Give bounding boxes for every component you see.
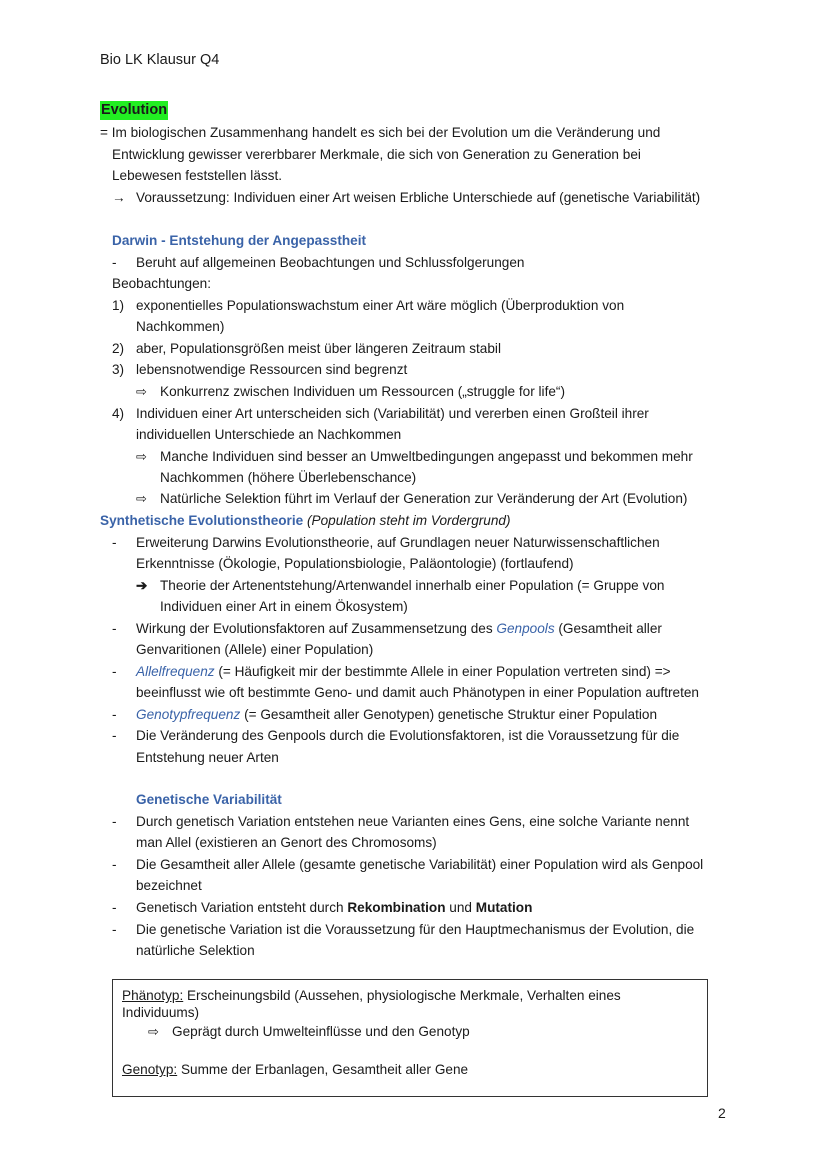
synthetic-bullet-2-line-b: Genvaritionen (Allele) einer Population): [136, 642, 374, 657]
bullet-dash: -: [112, 621, 117, 636]
synthetic-bullet-4: [136, 705, 657, 725]
definition-line-1: = Im biologischen Zusammenhang handelt es sich bei der Evolution um die Veränderung und: [100, 125, 661, 140]
phaenotyp-line-b: Individuums): [122, 1005, 200, 1020]
page-number: 2: [718, 1105, 726, 1121]
synthetic-heading-row: [100, 511, 511, 531]
synthetic-bullet-1-line-a: Erweiterung Darwins Evolutionstheorie, auf Grundlagen neuer Naturwissenschaftlichen: [136, 535, 660, 550]
darwin-item-4-line-b: individuellen Unterschiede an Nachkommen: [136, 427, 402, 442]
variability-bullet-3: [136, 898, 532, 918]
outline-arrow-icon: ⇨: [136, 449, 147, 464]
term-rekombination: Rekombination: [347, 900, 446, 915]
darwin-item-4-arrow-2: Natürliche Selektion führt im Verlauf der Generation zur Veränderung der Art (Evolution): [160, 491, 688, 506]
variability-bullet-2-line-b: bezeichnet: [136, 878, 202, 893]
bullet-dash: -: [112, 814, 117, 829]
text-span: Erscheinungsbild (Aussehen, physiologische Merkmale, Verhalten eines: [183, 988, 621, 1003]
bullet-dash: -: [112, 922, 117, 937]
phaenotyp-arrow: Geprägt durch Umwelteinflüsse und den Genotyp: [172, 1024, 470, 1039]
text-span: (= Gesamtheit aller Genotypen) genetische Struktur einer Population: [240, 707, 658, 722]
list-number-3: 3): [112, 362, 125, 377]
genotyp-label: Genotyp:: [122, 1062, 178, 1077]
darwin-item-4-arrow-1-line-b: Nachkommen (höhere Überlebenschance): [160, 470, 417, 485]
synthetic-bullet-1-line-b: Erkenntnisse (Ökologie, Populationsbiologie, Paläontologie) (fortlaufend): [136, 556, 574, 571]
list-number-1: 1): [112, 298, 125, 313]
genotyp-line: [122, 1060, 468, 1080]
text-span: Summe der Erbanlagen, Gesamtheit aller Gene: [177, 1062, 469, 1077]
section-title-evolution: Evolution: [101, 102, 168, 118]
darwin-item-2: aber, Populationsgrößen meist über längeren Zeitraum stabil: [136, 341, 501, 356]
text-span: (Gesamtheit aller: [554, 621, 662, 636]
bullet-dash: -: [112, 900, 117, 915]
synthetic-bullet-3-line-a: [136, 662, 671, 682]
synthetic-heading: Synthetische Evolutionstheorie: [100, 513, 304, 528]
bullet-dash: -: [112, 707, 117, 722]
variability-bullet-1-line-a: Durch genetisch Variation entstehen neue Varianten eines Gens, eine solche Variante nennt: [136, 814, 690, 829]
definition-line-3: Lebewesen feststellen lässt.: [112, 168, 283, 183]
darwin-item-4-line-a: Individuen einer Art unterscheiden sich (Variabilität) und vererben einen Großteil ihrer: [136, 406, 649, 421]
bullet-dash: -: [112, 664, 117, 679]
text-span: Genetisch Variation entsteht durch: [136, 900, 348, 915]
darwin-item-1-line-b: Nachkommen): [136, 319, 225, 334]
synthetic-heading-note: (Population steht im Vordergrund): [306, 513, 511, 528]
document-header: Bio LK Klausur Q4: [100, 52, 220, 68]
variability-heading: Genetische Variabilität: [136, 792, 282, 807]
synthetic-bullet-3-line-b: beeinflusst wie oft bestimmte Geno- und damit auch Phänotypen in einer Population auftreten: [136, 685, 699, 700]
variability-bullet-4-line-a: Die genetische Variation ist die Voraussetzung für den Hauptmechanismus der Evolution, die: [136, 922, 695, 937]
darwin-heading: Darwin - Entstehung der Angepasstheit: [112, 233, 367, 248]
darwin-bullet-1: Beruht auf allgemeinen Beobachtungen und Schlussfolgerungen: [136, 255, 525, 270]
arrow-icon: →: [112, 190, 126, 205]
term-genotypfrequenz: Genotypfrequenz: [136, 707, 241, 722]
bullet-dash: -: [112, 535, 117, 550]
darwin-item-3: lebensnotwendige Ressourcen sind begrenzt: [136, 362, 408, 377]
darwin-item-1-line-a: exponentielles Populationswachstum einer Art wäre möglich (Überproduktion von: [136, 298, 625, 313]
darwin-item-4-arrow-1-line-a: Manche Individuen sind besser an Umweltbedingungen angepasst und bekommen mehr: [160, 449, 693, 464]
bullet-dash: -: [112, 728, 117, 743]
term-genpools: Genpools: [496, 621, 555, 636]
variability-bullet-1-line-b: man Allel (existieren an Genort des Chromosoms): [136, 835, 437, 850]
bullet-dash: -: [112, 255, 117, 270]
outline-arrow-icon: ⇨: [136, 491, 147, 506]
text-span: Wirkung der Evolutionsfaktoren auf Zusammensetzung des: [136, 621, 497, 636]
darwin-item-3-arrow: Konkurrenz zwischen Individuen um Ressourcen („struggle for life“): [160, 384, 565, 399]
variability-bullet-4-line-b: natürliche Selektion: [136, 943, 255, 958]
outline-arrow-icon: ⇨: [136, 384, 147, 399]
variability-bullet-2-line-a: Die Gesamtheit aller Allele (gesamte genetische Variabilität) einer Population wird als Genpool: [136, 857, 704, 872]
bold-arrow-icon: ➔: [136, 578, 148, 593]
text-span: und: [445, 900, 476, 915]
list-number-2: 2): [112, 341, 125, 356]
bullet-dash: -: [112, 857, 117, 872]
term-mutation: Mutation: [475, 900, 533, 915]
voraussetzung-text: Voraussetzung: Individuen einer Art weisen Erbliche Unterschiede auf (genetische Variabilität): [136, 190, 701, 205]
text-span: (= Häufigkeit mir der bestimmte Allele in einer Population vertreten sind) =>: [214, 664, 671, 679]
synthetic-bullet-5-line-b: Entstehung neuer Arten: [136, 750, 279, 765]
term-allelfrequenz: Allelfrequenz: [136, 664, 215, 679]
list-number-4: 4): [112, 406, 125, 421]
definition-line-2: Entwicklung gewisser vererbbarer Merkmale, die sich von Generation zu Generation bei: [112, 147, 641, 162]
synthetic-bullet-2-line-a: [136, 619, 662, 639]
outline-arrow-icon: ⇨: [148, 1024, 159, 1039]
synthetic-bullet-1-arrow-line-b: Individuen einer Art in einem Ökosystem): [160, 599, 408, 614]
beobachtungen-label: Beobachtungen:: [112, 276, 212, 291]
synthetic-bullet-5-line-a: Die Veränderung des Genpools durch die Evolutionsfaktoren, ist die Voraussetzung für die: [136, 728, 680, 743]
phaenotyp-label: Phänotyp:: [122, 988, 184, 1003]
synthetic-bullet-1-arrow-line-a: Theorie der Artenentstehung/Artenwandel innerhalb einer Population (= Gruppe von: [160, 578, 665, 593]
